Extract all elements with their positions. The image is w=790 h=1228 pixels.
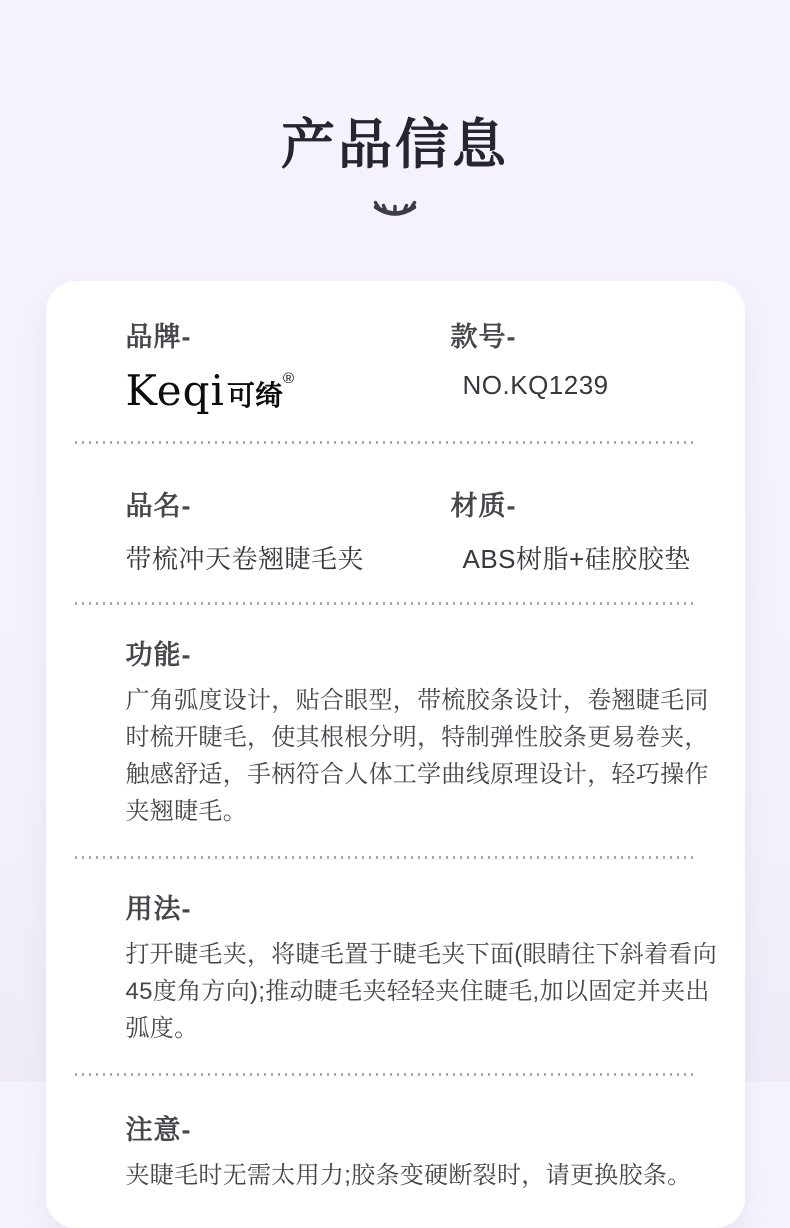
function-section <box>126 633 745 830</box>
usage-text: 打开睫毛夹，将睫毛置于睫毛夹下面(眼睛往下斜着看向45度角方向);推动睫毛夹轻轻夹住睫毛,加以固定并夹出弧度。 <box>125 941 717 1042</box>
notice-label: 注意- <box>125 1115 192 1145</box>
product-info-card <box>46 281 745 1228</box>
registered-trademark-icon: ® <box>282 370 295 387</box>
usage-section <box>126 887 745 1047</box>
brand-logo-latin: Keqi <box>125 366 225 415</box>
dotted-divider <box>75 1073 696 1076</box>
function-text: 广角弧度设计，贴合眼型，带梳胶条设计，卷翘睫毛同时梳开睫毛，使其根根分明，特制弹性胶条更易卷夹，触感舒适，手柄符合人体工学曲线原理设计，轻巧操作夹翘睫毛。 <box>125 687 709 825</box>
model-label: 款号- <box>450 322 517 352</box>
model-block <box>451 315 745 415</box>
product-name-block <box>126 484 451 576</box>
brand-block <box>126 315 451 415</box>
usage-label: 用法- <box>125 894 192 924</box>
dotted-divider <box>75 856 696 859</box>
name-material-row <box>126 484 745 576</box>
page-title: 产品信息 <box>281 115 509 175</box>
function-label: 功能- <box>125 640 192 670</box>
notice-text: 夹睫毛时无需太用力;胶条变硬断裂时，请更换胶条。 <box>125 1162 692 1189</box>
dotted-divider <box>75 441 696 444</box>
brand-logo <box>126 366 451 415</box>
material-value: ABS树脂+硅胶胶垫 <box>462 544 691 574</box>
material-label: 材质- <box>450 491 517 521</box>
brand-logo-chinese: 可绮 <box>226 380 283 411</box>
dotted-divider <box>75 602 696 605</box>
material-block <box>451 484 745 576</box>
notice-section <box>126 1108 745 1194</box>
product-name-value: 带梳冲天卷翘睫毛夹 <box>125 544 365 574</box>
brand-label: 品牌- <box>125 322 192 352</box>
eyelash-icon <box>0 199 790 223</box>
brand-model-row <box>126 315 745 415</box>
model-value: NO.KQ1239 <box>462 370 609 400</box>
product-name-label: 品名- <box>125 491 192 521</box>
